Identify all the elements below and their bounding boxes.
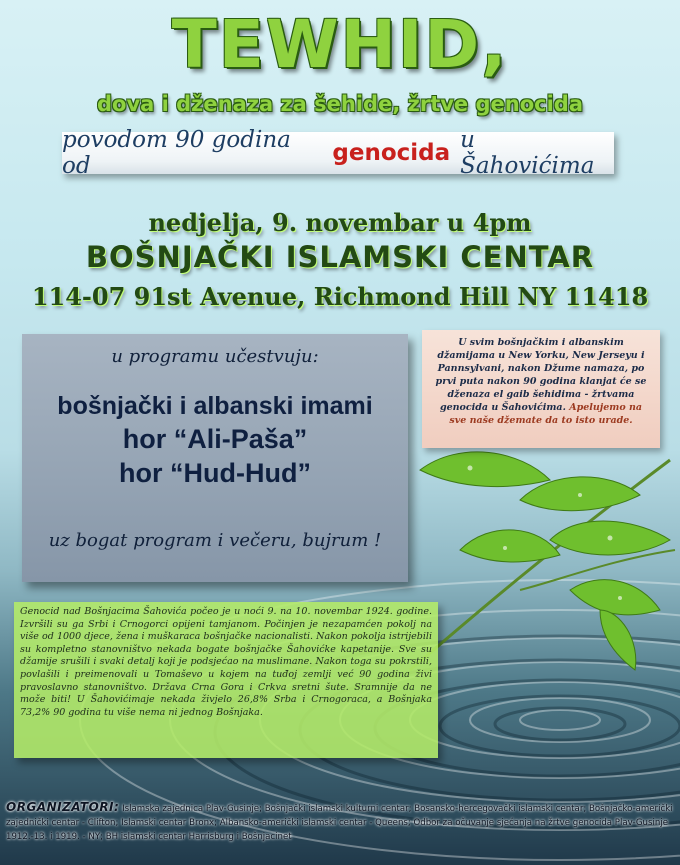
organizers-list: Islamska zajednica Plav-Gusinje; Bošnjački islamski kulturni centar; Bosansko-hercegovački islamski centar; Bošnjačko-američki zajednički centar - Clifton; Islamski centar Bronx; Albansko-američki islamski centar - Queens; Odbor za očuvanje sjećanja na žrtve genocida Plav-Gusinje 1912.-13. i 1919. - NY; BH islamski centar Harrisburg i Bošnjacinet [6,804,673,842]
event-address: 114-07 91st Avenue, Richmond Hill NY 11418 [31,282,649,311]
occasion-banner [62,127,614,179]
poster-subtitle: dova i dženaza za šehide, žrtve genocida [97,92,583,116]
program-line-choir-ali-pasa: hor “Ali-Paša” [122,424,308,454]
banner-text-after: u Šahovićima [460,127,595,179]
event-venue: BOŠNJAČKI ISLAMSKI CENTAR [85,240,595,274]
program-line-imams: bošnjački i albanski imami [57,392,373,420]
organizers-footer [6,800,674,844]
banner-highlight: genocida [332,140,451,166]
history-text-box [14,602,438,758]
history-text: Genocid nad Bošnjacima Šahovića počeo je u noći 9. na 10. novembar 1924. godine. Izvršili su ga Srbi i Crnogorci opijeni tamjanom. Počinjen je nezapamćen pokolj na više od 1000 djece, žena i muškaraca bošnjačke nacionalisti. Nakon pokolja istrijebili su kompletno stanovništvo nekada bogate bošnjačke Šahovićke kapetanije. Sve su džamije srušili i svaki detalj koji je podsjećao na muslimane. Nakon toga su pokrstili, povlašili i preimenovali u Tomaševo u kojem na tuđoj zemlji već 90 godina živi pravoslavno stanovništvo. Država Crna Gora i Crkva sretni šute. Sramnije da ne može biti! U Šahovićimaje nekada živjelo 26,8% Srba i Crnogoraca, a Bošnjaka 73,2% 90 godina tu više nema ni jednog Bošnjaka. [20,606,432,718]
poster-title: TEWHID, [171,6,509,83]
notice-appeal: Apelujemo na sve naše džemate da to isto urade. [449,402,643,426]
banner-text-before: povodom 90 godina od [62,127,291,179]
event-date: nedjelja, 9. novembar u 4pm [148,208,532,237]
notice-box [422,330,660,448]
green-leaves-image [400,440,680,680]
program-line-choir-hud-hud: hor “Hud-Hud” [119,458,311,488]
program-box [22,334,408,582]
notice-text: U svim bošnjačkim i albanskim džamijama u New Yorku, New Jerseyu i Pannsylvani, nakon Džume namaza, po prvi puta nakon 90 godina klanjat će se dženaza el gaib šehidima - žrtvama genocida u Šahovićima. [435,337,647,413]
program-intro: u programu učestvuju: [111,346,319,367]
program-outro: uz bogat program i večeru, bujrum ! [48,530,382,551]
organizers-label: ORGANIZATORI: [6,800,120,814]
